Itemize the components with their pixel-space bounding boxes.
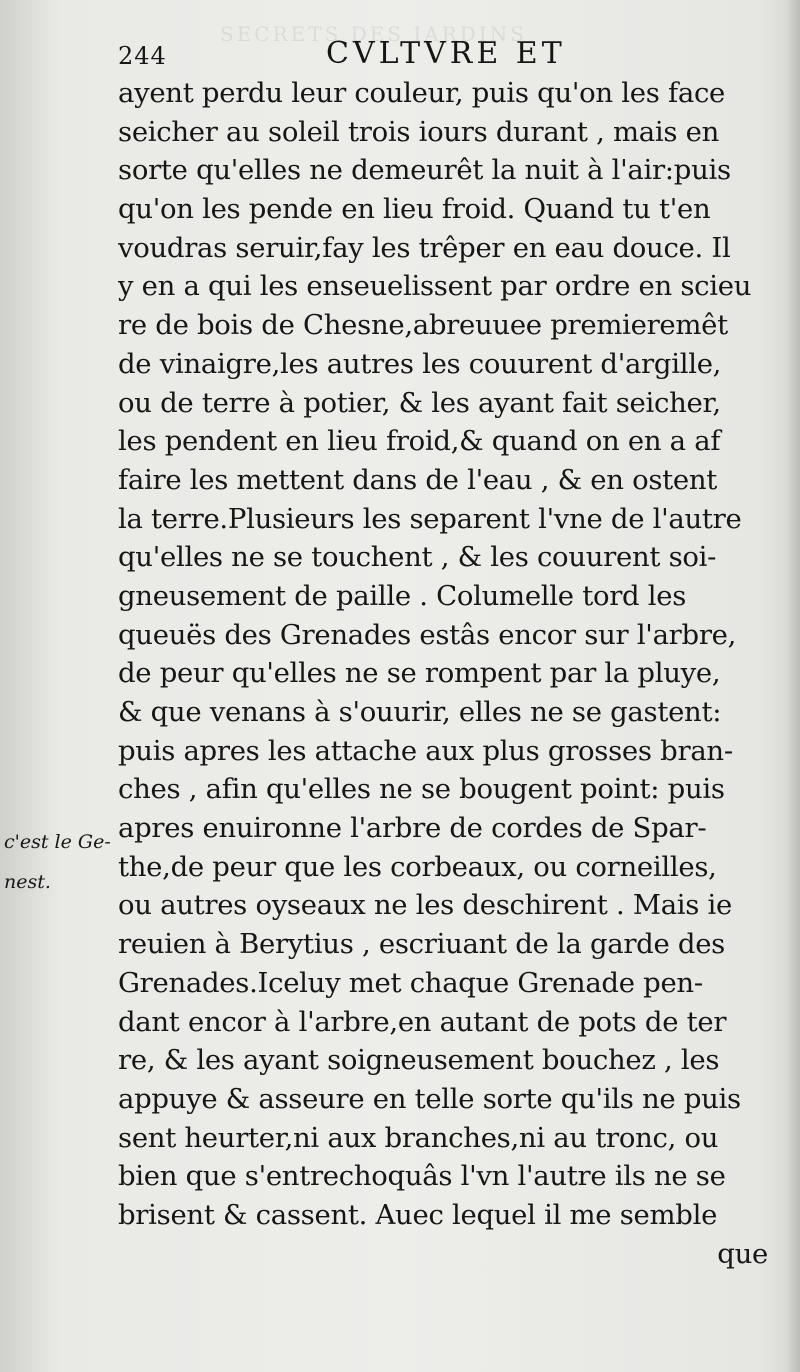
text-line: y en a qui les enseuelissent par ordre en scieu [118, 270, 752, 303]
text-line: apres enuironne l'arbre de cordes de Spar- [118, 812, 707, 845]
body-text [118, 74, 768, 1273]
text-line: re, & les ayant soigneusement bouchez , les [118, 1044, 720, 1077]
margin-note-line: c'est le Ge- [4, 831, 111, 853]
page-header [0, 22, 800, 72]
text-line: bien que s'entrechoquâs l'vn l'autre ils ne se [118, 1160, 726, 1193]
text-line: voudras seruir,fay les trêper en eau douce. Il [118, 231, 731, 264]
text-line: ayent perdu leur couleur, puis qu'on les face [118, 77, 726, 109]
text-line: reuien à Berytius , escriuant de la garde des [118, 928, 725, 961]
text-line: gneusement de paille . Columelle tord les [118, 579, 687, 612]
text-line: faire les mettent dans de l'eau , & en ostent [118, 463, 718, 496]
text-line: puis apres les attache aux plus grosses bran- [118, 734, 733, 767]
page-edge-shadow [786, 0, 800, 1372]
text-line: & que venans à s'ouurir, elles ne se gastent: [118, 696, 722, 728]
text-line: Grenades.Iceluy met chaque Grenade pen- [118, 966, 703, 999]
text-line: seicher au soleil trois iours durant , mais en [118, 115, 719, 148]
bleed-through-text: SECRETS DES IARDINS [220, 22, 527, 46]
text-line: la terre.Plusieurs les separent l'vne de l'autre [118, 502, 742, 535]
text-line: ou autres oyseaux ne les deschirent . Mais ie [118, 889, 733, 922]
text-line: les pendent en lieu froid,& quand on en a af [118, 425, 721, 458]
catchword: que [717, 1237, 768, 1270]
text-line: qu'elles ne se touchent , & les couurent soi- [118, 541, 717, 574]
text-line: re de bois de Chesne,abreuuee premieremêt [118, 309, 728, 342]
text-line: brisent & cassent. Auec lequel il me semble [118, 1198, 718, 1231]
text-line: ches , afin qu'elles ne se bougent point: puis [118, 773, 725, 806]
page-number: 244 [118, 42, 167, 70]
text-line: de vinaigre,les autres les couurent d'argille, [118, 347, 722, 380]
text-line: de peur qu'elles ne se rompent par la pluye, [118, 657, 721, 690]
text-line: appuye & asseure en telle sorte qu'ils ne puis [118, 1082, 741, 1115]
text-line: dant encor à l'arbre,en autant de pots de ter [118, 1005, 727, 1038]
running-title: CVLTVRE ET [326, 36, 566, 71]
text-line: ou de terre à potier, & les ayant fait seicher, [118, 386, 721, 419]
text-line: queuës des Grenades estâs encor sur l'arbre, [118, 618, 737, 651]
text-line: sent heurter,ni aux branches,ni au tronc, ou [118, 1121, 719, 1154]
text-line: sorte qu'elles ne demeurêt la nuit à l'air:puis [118, 154, 731, 187]
margin-note [4, 822, 116, 902]
margin-note-line: nest. [4, 871, 51, 893]
text-line: the,de peur que les corbeaux, ou corneilles, [118, 850, 717, 883]
text-line: qu'on les pende en lieu froid. Quand tu t'en [118, 193, 711, 226]
